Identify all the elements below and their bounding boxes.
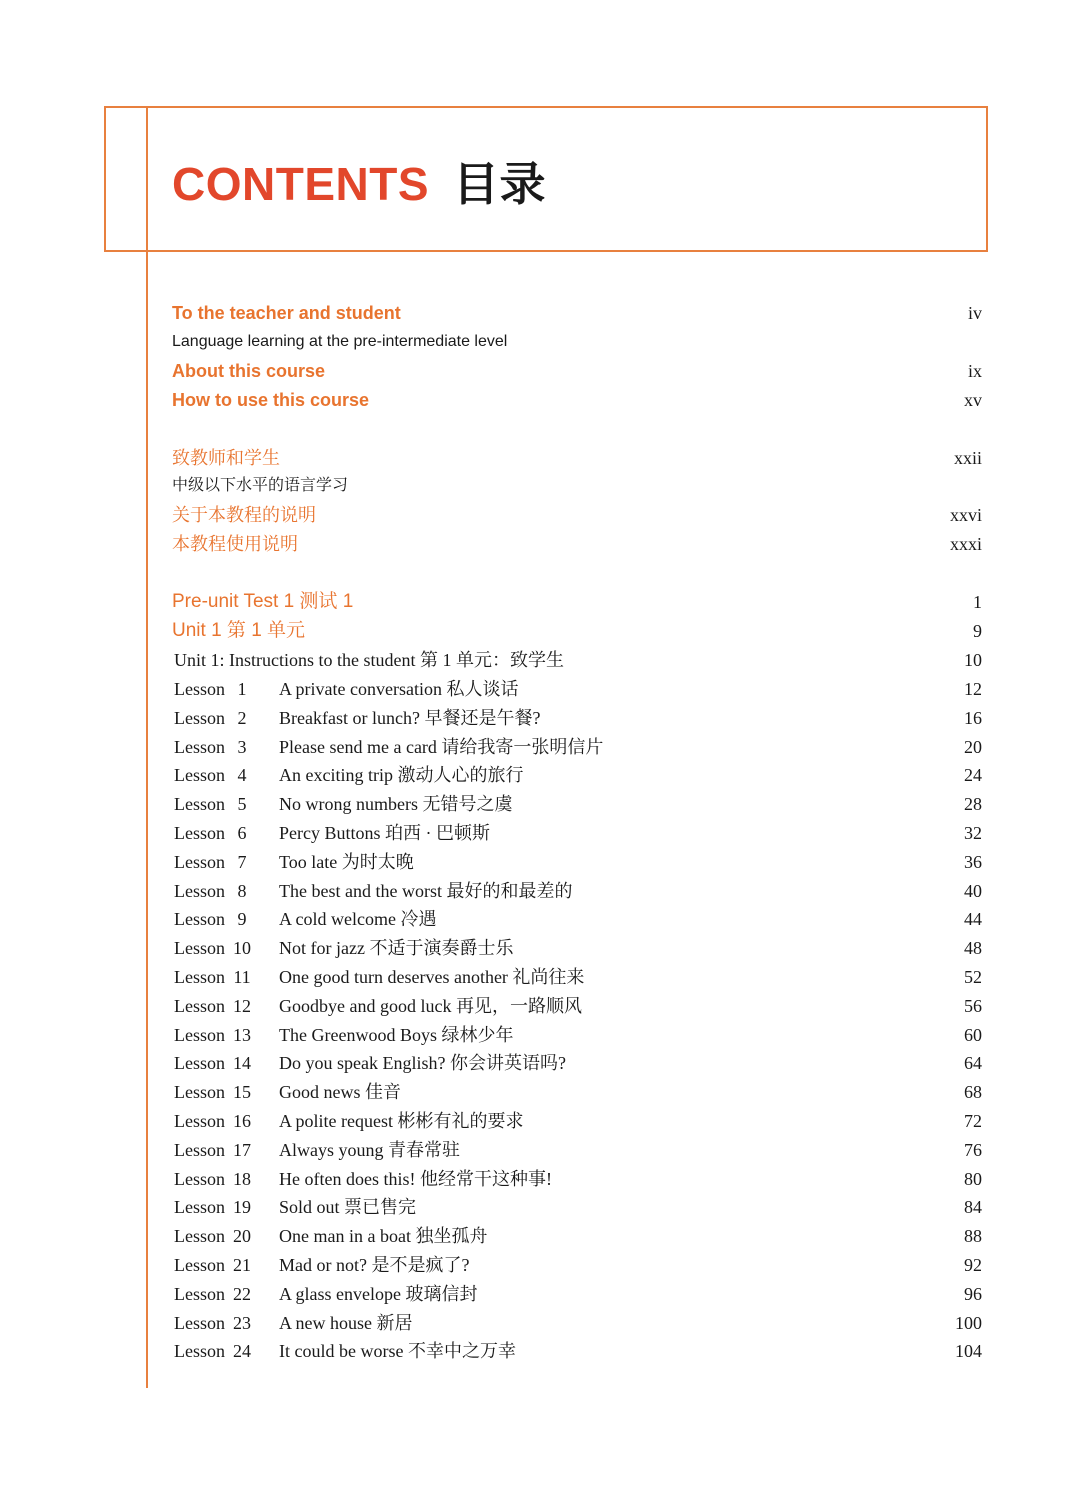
toc-entry-page: ix <box>967 361 982 381</box>
lesson-page: 76 <box>964 1139 982 1160</box>
lesson-row[interactable] <box>174 1022 982 1048</box>
lesson-number: 9 <box>237 909 247 930</box>
lesson-number: 5 <box>237 794 247 815</box>
lesson-title: Not for jazz 不适于演奏爵士乐 <box>279 938 514 959</box>
lesson-title: Please send me a card 请给我寄一张明信片 <box>279 736 604 757</box>
lesson-page: 32 <box>964 823 982 843</box>
lesson-row[interactable] <box>174 1137 982 1163</box>
lesson-number: 12 <box>233 995 251 1016</box>
toc-entry-page: 1 <box>973 592 982 612</box>
lesson-number: 18 <box>233 1168 251 1189</box>
lesson-title: Breakfast or lunch? 早餐还是午餐? <box>279 707 541 728</box>
toc-entry-title: 中级以下水平的语言学习 <box>172 477 349 494</box>
lesson-row[interactable] <box>174 935 982 961</box>
lesson-title: No wrong numbers 无错号之虞 <box>279 794 513 815</box>
toc-entry-title: Unit 1 第 1 单元 <box>172 620 306 641</box>
lesson-page: 72 <box>964 1111 982 1131</box>
toc-entry-zh-how-to-use[interactable] <box>172 531 982 557</box>
lesson-label: Lesson <box>174 736 225 757</box>
lesson-title: Percy Buttons 珀西 · 巴顿斯 <box>279 823 490 843</box>
lesson-row[interactable] <box>174 1281 982 1307</box>
lesson-label: Lesson <box>174 1024 225 1045</box>
lesson-label: Lesson <box>174 679 225 699</box>
lesson-row[interactable] <box>174 734 982 760</box>
lesson-label: Lesson <box>174 995 225 1016</box>
lesson-number: 21 <box>233 1255 251 1275</box>
lesson-title: A new house 新居 <box>279 1312 413 1333</box>
title-chinese: 目录 <box>453 158 546 210</box>
lesson-page: 84 <box>964 1197 982 1218</box>
lesson-label: Lesson <box>174 909 225 930</box>
lesson-number: 15 <box>233 1082 251 1103</box>
lesson-page: 40 <box>964 880 982 901</box>
lesson-number: 10 <box>233 938 251 959</box>
lesson-page: 104 <box>955 1341 982 1362</box>
toc-entry-page: xxii <box>953 448 982 468</box>
lesson-label: Lesson <box>174 1168 225 1189</box>
lesson-title: Good news 佳音 <box>279 1082 401 1103</box>
lesson-row[interactable] <box>174 1166 982 1192</box>
lesson-row[interactable] <box>174 1108 982 1134</box>
lesson-page: 52 <box>964 967 982 987</box>
lesson-label: Lesson <box>174 794 225 815</box>
lesson-label: Lesson <box>174 1255 225 1275</box>
lesson-row[interactable] <box>174 878 982 904</box>
lesson-label: Lesson <box>174 1197 225 1218</box>
lesson-label: Lesson <box>174 851 225 872</box>
lesson-page: 16 <box>964 707 982 728</box>
lesson-page: 92 <box>964 1255 982 1275</box>
lesson-number: 23 <box>233 1312 251 1333</box>
lesson-page: 100 <box>955 1312 982 1333</box>
toc-entry-title: 本教程使用说明 <box>172 534 298 554</box>
lesson-label: Lesson <box>174 1139 225 1160</box>
toc-entry-language-learning[interactable] <box>172 329 982 355</box>
lesson-row[interactable] <box>174 762 982 788</box>
lesson-page: 24 <box>964 765 982 786</box>
lesson-page: 60 <box>964 1024 982 1045</box>
toc-entry-zh-teacher-student[interactable] <box>172 445 982 471</box>
lesson-title: Mad or not? 是不是疯了? <box>279 1255 470 1275</box>
lesson-title: A private conversation 私人谈话 <box>279 679 519 699</box>
toc-entry-page: iv <box>967 303 982 323</box>
lesson-label: Lesson <box>174 967 225 987</box>
lesson-row[interactable] <box>174 849 982 875</box>
lesson-page: 48 <box>964 938 982 959</box>
lesson-page: 44 <box>964 909 982 930</box>
lesson-row[interactable] <box>174 676 982 702</box>
toc-entry-page: xxvi <box>949 505 982 525</box>
toc-entry-zh-language-learning[interactable] <box>172 473 982 499</box>
lesson-title: Sold out 票已售完 <box>279 1197 417 1218</box>
lesson-title: Do you speak English? 你会讲英语吗? <box>279 1053 566 1074</box>
title-english: CONTENTS <box>172 158 429 210</box>
header-inner-rule <box>146 108 148 250</box>
lesson-title: The best and the worst 最好的和最差的 <box>279 880 573 901</box>
lesson-number: 22 <box>233 1283 251 1304</box>
lesson-page: 88 <box>964 1226 982 1247</box>
lesson-number: 3 <box>237 736 247 757</box>
toc-entry-page: 9 <box>973 621 982 641</box>
lesson-row[interactable] <box>174 705 982 731</box>
lesson-row[interactable] <box>174 906 982 932</box>
lesson-number: 2 <box>237 707 247 728</box>
lesson-label: Lesson <box>174 1283 225 1304</box>
lesson-label: Lesson <box>174 1111 225 1131</box>
lesson-number: 24 <box>233 1341 251 1362</box>
toc-entry-page: xv <box>964 390 982 410</box>
lesson-page: 56 <box>964 995 982 1016</box>
left-margin-rule <box>146 252 148 1388</box>
lesson-row[interactable] <box>174 993 982 1019</box>
lesson-page: 80 <box>964 1168 982 1189</box>
lesson-row[interactable] <box>174 791 982 817</box>
toc-entry-how-to-use[interactable] <box>172 387 982 413</box>
toc-entry-zh-about-course[interactable] <box>172 502 982 528</box>
lesson-label: Lesson <box>174 1082 225 1103</box>
lesson-number: 16 <box>233 1111 251 1131</box>
lesson-row[interactable] <box>174 964 982 990</box>
lesson-title: Always young 青春常驻 <box>279 1139 460 1160</box>
lesson-page: 68 <box>964 1082 982 1103</box>
lesson-row[interactable] <box>174 1050 982 1076</box>
lesson-page: 28 <box>964 794 982 815</box>
lesson-page: 20 <box>964 736 982 757</box>
toc-entry-title: 致教师和学生 <box>172 448 280 468</box>
lesson-number: 6 <box>237 823 247 843</box>
lesson-title: One good turn deserves another 礼尚往来 <box>279 967 585 987</box>
lesson-title: He often does this! 他经常干这种事! <box>279 1168 552 1189</box>
toc-entry-teacher-student[interactable] <box>172 300 982 326</box>
lesson-title: Goodbye and good luck 再见，一路顺风 <box>279 995 582 1016</box>
lesson-number: 7 <box>237 851 247 872</box>
lesson-title: A polite request 彬彬有礼的要求 <box>279 1111 524 1131</box>
toc-entry-about-course[interactable] <box>172 358 982 384</box>
toc-entry-title: 关于本教程的说明 <box>172 505 316 525</box>
lesson-row[interactable] <box>174 820 982 846</box>
lesson-label: Lesson <box>174 938 225 959</box>
lesson-label: Lesson <box>174 1341 225 1362</box>
toc-entry-unit-1-instructions[interactable] <box>172 647 982 673</box>
lesson-row[interactable] <box>174 1223 982 1249</box>
lesson-title: A glass envelope 玻璃信封 <box>279 1283 478 1304</box>
lesson-title: The Greenwood Boys 绿林少年 <box>279 1024 514 1045</box>
toc-entry-title: Language learning at the pre-intermediate level <box>172 333 508 350</box>
page-title <box>172 150 546 218</box>
lesson-row[interactable] <box>174 1338 982 1364</box>
toc-entry-pre-unit-test[interactable] <box>172 589 982 615</box>
lesson-label: Lesson <box>174 1312 225 1333</box>
lesson-number: 19 <box>233 1197 251 1218</box>
lesson-page: 12 <box>964 679 982 699</box>
lesson-label: Lesson <box>174 765 225 786</box>
lesson-number: 17 <box>233 1139 251 1160</box>
lesson-number: 1 <box>237 679 247 699</box>
lesson-title: An exciting trip 激动人心的旅行 <box>279 765 524 786</box>
lesson-row[interactable] <box>174 1252 982 1278</box>
lesson-title: A cold welcome 冷遇 <box>279 909 437 930</box>
lesson-number: 13 <box>233 1024 251 1045</box>
lesson-row[interactable] <box>174 1194 982 1220</box>
lesson-number: 14 <box>233 1053 251 1074</box>
lesson-page: 96 <box>964 1283 982 1304</box>
lesson-title: One man in a boat 独坐孤舟 <box>279 1226 488 1247</box>
toc-entry-page: xxxi <box>949 534 982 554</box>
lesson-number: 8 <box>237 880 247 901</box>
toc-entry-title: About this course <box>172 361 326 381</box>
toc-entry-title: Unit 1: Instructions to the student 第 1 单元：致学生 <box>174 650 564 670</box>
lesson-label: Lesson <box>174 823 225 843</box>
lesson-title: Too late 为时太晚 <box>279 851 414 872</box>
lesson-title: It could be worse 不幸中之万幸 <box>279 1341 516 1362</box>
toc-entry-title: How to use this course <box>172 390 370 410</box>
lesson-row[interactable] <box>174 1310 982 1336</box>
lesson-number: 20 <box>233 1226 251 1247</box>
lesson-number: 4 <box>237 765 247 786</box>
lesson-page: 64 <box>964 1053 982 1074</box>
lesson-label: Lesson <box>174 880 225 901</box>
lesson-number: 11 <box>233 967 251 987</box>
lesson-row[interactable] <box>174 1079 982 1105</box>
lesson-label: Lesson <box>174 1226 225 1247</box>
toc-entry-unit-1[interactable] <box>172 618 982 644</box>
lesson-label: Lesson <box>174 1053 225 1074</box>
lesson-label: Lesson <box>174 707 225 728</box>
lesson-page: 36 <box>964 851 982 872</box>
toc-entry-title: To the teacher and student <box>172 303 401 323</box>
toc-entry-title: Pre-unit Test 1 测试 1 <box>172 591 354 612</box>
toc-entry-page: 10 <box>964 650 982 670</box>
